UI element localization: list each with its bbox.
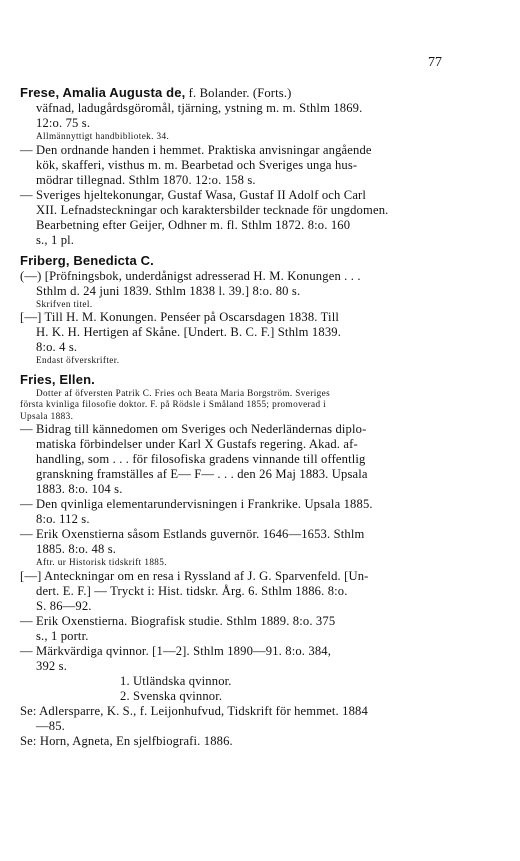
entry-line: [—] Till H. M. Konungen. Penséer på Oscarsdagen 1838. Till [20,310,339,324]
entry-line: Bearbetning efter Geijer, Odhner m. fl. Sthlm 1872. 8:o. 160 [36,217,351,232]
note-line: Aftr. ur Historisk tidskrift 1885. [36,557,167,567]
entry-line: S. 86—92. [36,598,92,613]
bibliography-entries [20,84,480,749]
entry-line: mödrar tillegnad. Sthlm 1870. 12:o. 158 s. [36,172,256,187]
note-line: Allmännyttigt handbibliotek. 34. [36,131,170,141]
author-name: Friberg, Benedicta C. [20,252,154,268]
entry-line: 8:o. 112 s. [36,512,90,526]
entry-line: XII. Lefnadsteckningar och karaktersbilder tecknade för ungdomen. [36,202,389,217]
author-name: Frese, Amalia Augusta de, [20,85,186,100]
entry-line: Se: Adlersparre, K. S., f. Leijonhufvud, Tidskrift för hemmet. 1884 [20,703,368,718]
author-entry [20,371,480,749]
note-line: Endast öfverskrifter. [36,355,120,365]
author-name: Fries, Ellen. [20,371,95,387]
entry-line: s., 1 portr. [36,628,89,643]
note-line: första kvinliga filosofie doktor. F. på Rödsle i Småland 1855; promoverad i [20,399,327,409]
author-heading [20,252,480,269]
entry-line: 12:o. 75 s. [36,116,91,130]
entry-line: 8:o. 4 s. [36,340,78,354]
entry-line: (—) [Pröfningsbok, underdånigst adresserad H. M. Konungen . . . [20,268,361,283]
entry-line: 1883. 8:o. 104 s. [36,482,123,496]
entry-line: — Den ordnande handen i hemmet. Praktiska anvisningar angående [20,142,372,157]
author-entry [20,252,480,367]
note-line: Dotter af öfversten Patrik C. Fries och Beata Maria Borgström. Sveriges [36,387,331,398]
entry-line: Se: Horn, Agneta, En sjelfbiografi. 1886. [20,733,233,748]
author-entry [20,84,480,248]
entry-line: — Erik Oxenstierna såsom Estlands guvernör. 1646—1653. Sthlm [20,527,365,541]
page-number: 77 [428,55,442,70]
entry-line: — Bidrag till kännedomen om Sveriges och Nederländernas diplo- [20,422,367,436]
author-heading-rest: f. Bolander. (Forts.) [185,86,292,100]
entry-line: [—] Anteckningar om en resa i Ryssland af J. G. Sparvenfeld. [Un- [20,568,369,583]
entry-line: dert. E. F.] — Tryckt i: Hist. tidskr. Årg. 6. Sthlm 1886. 8:o. [36,583,348,598]
entry-line: — Erik Oxenstierna. Biografisk studie. Sthlm 1889. 8:o. 375 [20,613,336,628]
entry-line: 1885. 8:o. 48 s. [36,542,117,556]
author-heading [20,371,480,388]
entry-line: —85. [36,718,65,733]
entry-line: 1. Utländska qvinnor. [120,673,232,688]
entry-line: s., 1 pl. [36,232,75,247]
entry-line: H. K. H. Hertigen af Skåne. [Undert. B. C. F.] Sthlm 1839. [36,325,342,339]
entry-line: matiska förbindelser under Karl X Gustafs regering. Akad. af- [36,437,358,451]
entry-line: handling, som . . . för filosofiska gradens vinnande till offentlig [36,452,366,466]
entry-line: — Märkvärdiga qvinnor. [1—2]. Sthlm 1890—91. 8:o. 384, [20,643,332,658]
author-heading [20,84,480,101]
entry-line: granskning framställes af E— F— . . . den 26 Maj 1883. Upsala [36,467,368,481]
entry-line: väfnad, ladugårdsgöromål, tjärning, ystning m. m. Sthlm 1869. [36,101,363,115]
entry-line: 2. Svenska qvinnor. [120,688,223,703]
entry-line: — Den qvinliga elementarundervisningen i Frankrike. Upsala 1885. [20,497,373,511]
entry-line: Sthlm d. 24 juni 1839. Sthlm 1838 l. 39.] 8:o. 80 s. [36,283,301,298]
entry-line: kök, skafferi, visthus m. m. Bearbetad och Sveriges unga hus- [36,157,358,172]
note-line: Skrifven titel. [36,298,93,309]
note-line: Upsala 1883. [20,410,74,421]
entry-line: — Sveriges hjeltekonungar, Gustaf Wasa, Gustaf II Adolf och Carl [20,187,367,202]
entry-line: 392 s. [36,658,67,673]
